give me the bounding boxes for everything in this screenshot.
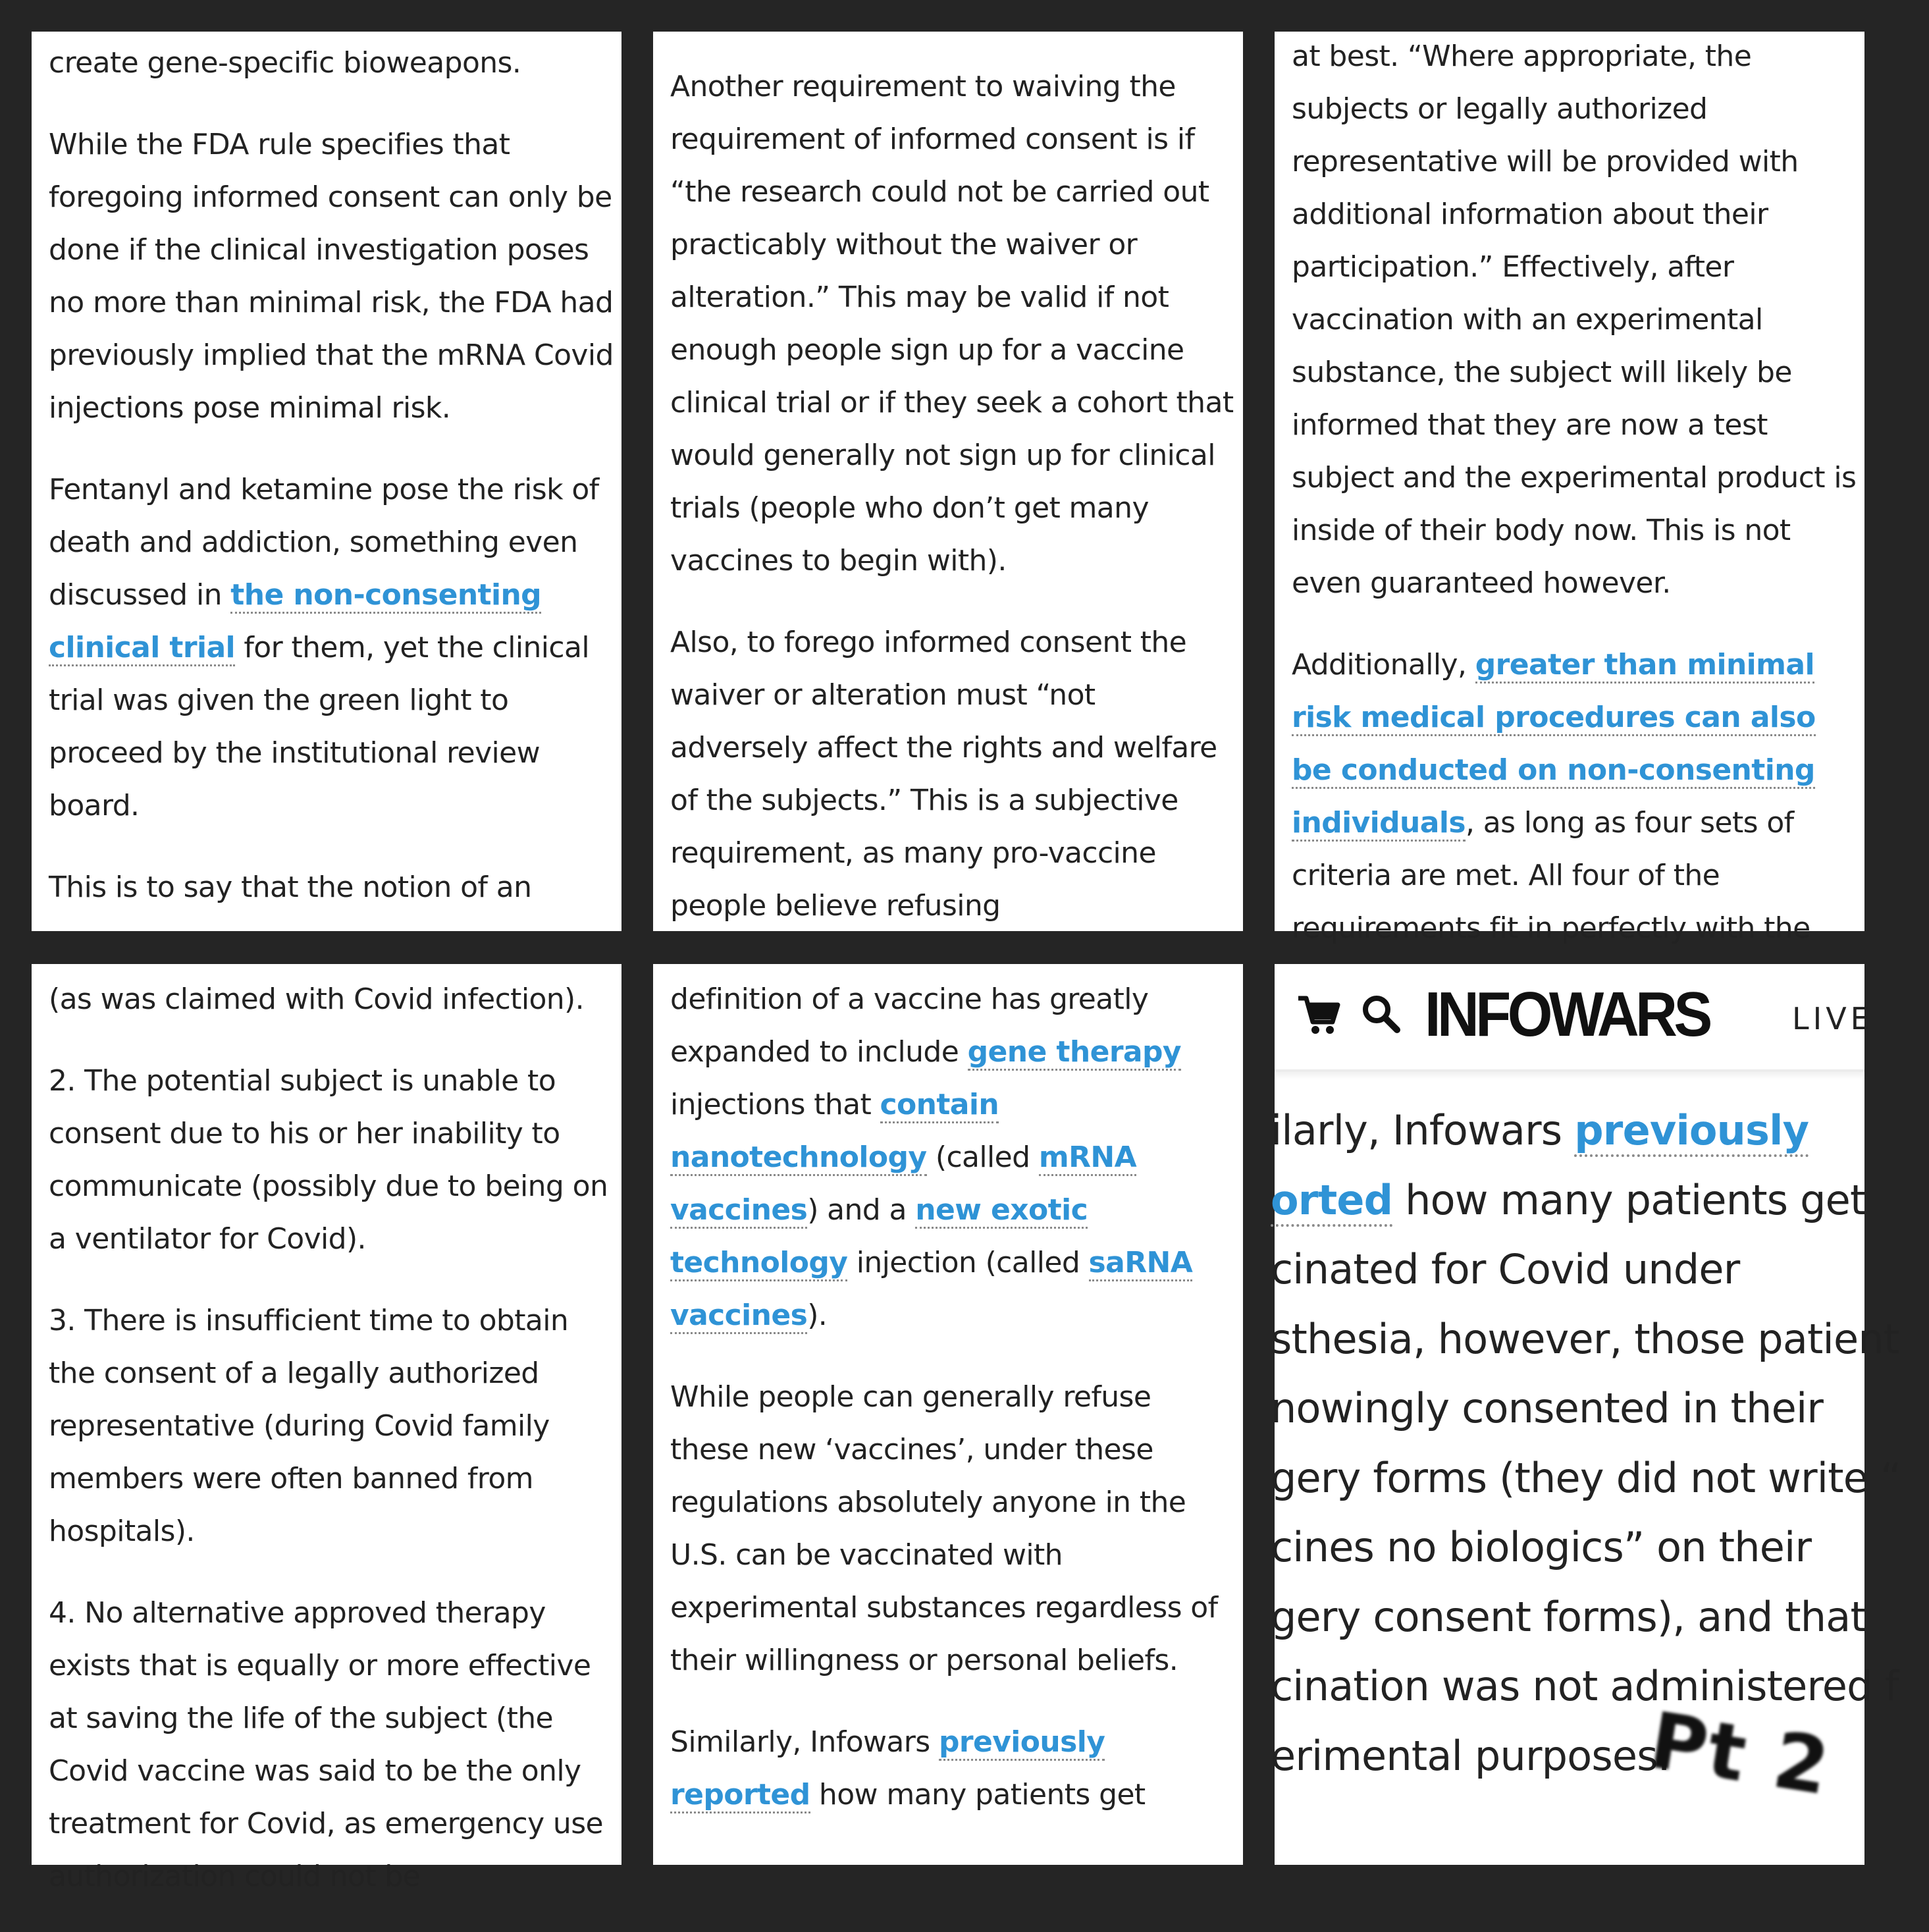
paragraph: Another requirement to waiving the requirement of informed consent is if “the research could not be carried out practicably without the waiver or alteration.” This may be valid if not enough people sign up for a vaccine clinical trial or if they seek a cohort that would generally not sign up for clinical trials (people who don’t get many vaccines to begin with). (670, 70, 1234, 577)
paragraph: 3. There is insufficient time to obtain the consent of a legally authorized representative (during Covid family members were often banned from hospitals). (49, 1304, 569, 1548)
infowars-logo[interactable]: INFOWARS (1425, 979, 1709, 1050)
article-panel-1 (32, 32, 621, 931)
paragraph-text: ) and a (807, 1193, 916, 1227)
paragraph-text: how many patients get (810, 1778, 1146, 1811)
reported-link[interactable]: orted (1271, 1176, 1392, 1227)
paragraph-text: Fentanyl and ketamine pose the risk of death and addiction, something even discussed in (49, 473, 599, 612)
paragraph-text: Additionally, (1292, 648, 1475, 682)
paragraph: (as was claimed with Covid infection). (49, 982, 585, 1016)
mrna-vaccines-link[interactable]: mRNA vaccines (670, 1140, 1136, 1229)
text-line: cination was not administered f (1271, 1662, 1899, 1710)
paragraph-text: injection (called (847, 1246, 1089, 1279)
paragraph: While the FDA rule specifies that foregoing informed consent can only be done if the clinical investigation poses no more than minimal risk, the FDA had previously implied that the mRNA Covid injections pose minimal risk. (49, 128, 614, 425)
previously-link[interactable]: previously (1574, 1106, 1809, 1157)
paragraph-text: definition of a vaccine has greatly expanded to include (670, 982, 1149, 1069)
text-line: cinated for Covid under (1271, 1245, 1740, 1293)
paragraph-text: for them, yet the clinical trial was given the green light to proceed by the institutional review board. (49, 631, 590, 822)
text-line: gery consent forms), and that (1271, 1592, 1866, 1641)
article-panel-3 (1275, 32, 1864, 945)
article-panel-2 (653, 32, 1243, 931)
article-text (670, 973, 1236, 1850)
previously-reported-link[interactable]: previously reported (670, 1725, 1105, 1813)
text-line: cines no biologics” on their (1271, 1523, 1812, 1571)
text-line: erimental purposes. (1271, 1731, 1670, 1780)
paragraph (670, 973, 1236, 1342)
search-icon[interactable] (1360, 993, 1401, 1034)
paragraph (49, 464, 615, 832)
paragraph (670, 1716, 1236, 1821)
non-consenting-trial-link[interactable]: the non-consenting clinical trial (49, 578, 541, 666)
paragraph (1292, 639, 1858, 955)
paragraph-text: Similarly, Infowars (670, 1725, 939, 1759)
paragraph: at best. “Where appropriate, the subjects or legally authorized representative will be provided with additional information about their participation.” Effectively, after vaccination with an experimental substance, the subject will likely be informed that they are now a test subject and the experimental product is inside of their body now. This is not even guaranteed however. (1292, 40, 1857, 600)
article-text (1292, 30, 1858, 984)
paragraph-text: , as long as four sets of criteria are met. All four of the requirements fit in perfectly with the (1292, 806, 1810, 945)
paragraph: create gene-specific bioweapons. (49, 46, 521, 80)
site-header (1275, 964, 1874, 1072)
part-label: Pt 2 (1643, 1694, 1837, 1813)
paragraph: This is to say that the notion of an (49, 871, 532, 904)
text-line: sthesia, however, those patient (1271, 1314, 1899, 1363)
text-line (1271, 1096, 1929, 1166)
text-line: nowingly consented in their (1271, 1384, 1824, 1432)
live-nav-link[interactable]: LIVE (1792, 1001, 1874, 1036)
cart-icon[interactable] (1297, 993, 1340, 1036)
paragraph-text: (called (926, 1140, 1039, 1174)
paragraph-text: ). (807, 1299, 828, 1332)
article-text (49, 37, 615, 943)
paragraph-text: ilarly, Infowars (1271, 1106, 1575, 1154)
contain-nanotechnology-link[interactable]: contain nanotechnology (670, 1088, 999, 1176)
gene-therapy-link[interactable]: gene therapy (968, 1035, 1181, 1071)
paragraph: Also, to forego informed consent the waiver or alteration must “not adversely affect the rights and welfare of the subjects.” This is a subjective requirement, as many pro-vaccine people believe refusing (670, 626, 1217, 923)
paragraph: While people can generally refuse these new ‘vaccines’, under these regulations absolutely anyone in the U.S. can be vaccinated with experimental substances regardless of their willingness or personal beliefs. (670, 1380, 1218, 1677)
article-panel-5 (653, 964, 1243, 1865)
infowars-zoom-panel (1271, 964, 1901, 1865)
article-panel-4 (32, 964, 621, 1893)
paragraph: 2. The potential subject is unable to consent due to his or her inability to communicate (possibly due to being on a ventilator for Covid). (49, 1064, 608, 1256)
text-line: gery forms (they did not write “ (1271, 1453, 1901, 1502)
paragraph: 4. No alternative approved therapy exists that is equally or more effective at saving the life of the subject (the Covid vaccine was said to be the only treatment for Covid, as emergency use authorization could not be (49, 1596, 603, 1893)
new-exotic-technology-link[interactable]: new exotic technology (670, 1193, 1088, 1281)
sarna-vaccines-link[interactable]: saRNA vaccines (670, 1246, 1192, 1334)
text-line (1271, 1166, 1929, 1235)
article-text (670, 61, 1236, 961)
greater-than-minimal-risk-link[interactable]: greater than minimal risk medical procedures can also be conducted on non-consenting individuals (1292, 648, 1816, 842)
zoomed-article-text (1271, 1096, 1929, 1790)
article-text (49, 973, 615, 1932)
paragraph-text: injections that (670, 1088, 880, 1121)
paragraph-text: how many patients get (1392, 1175, 1866, 1224)
